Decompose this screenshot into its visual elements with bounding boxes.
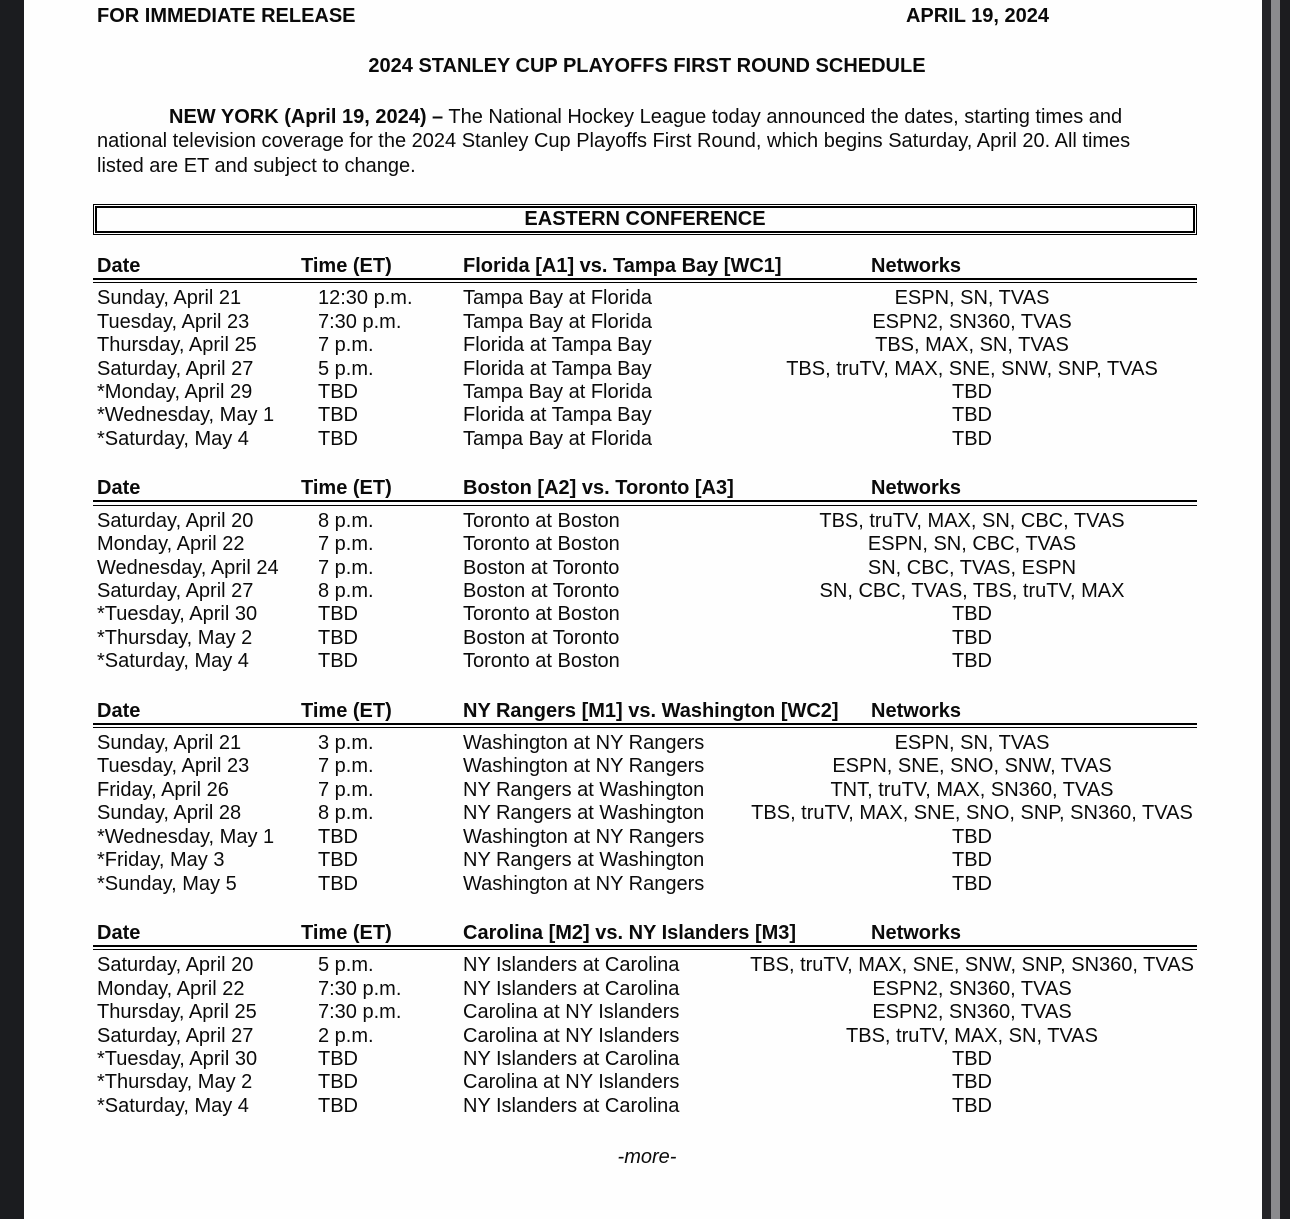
game-matchup-cell: Florida at Tampa Bay [463,404,652,427]
game-time-cell: TBD [318,427,358,450]
table-header-row [97,923,1262,944]
table-header-row [97,478,1262,499]
game-networks-cell: ESPN2, SN360, TVAS [872,1001,1072,1024]
game-networks-cell: TBS, MAX, SN, TVAS [875,334,1069,357]
game-date-cell: *Thursday, May 2 [97,1071,253,1094]
game-time-cell: TBD [318,381,358,404]
table-row [97,1001,1262,1024]
scrollbar-thumb[interactable] [1271,0,1280,1219]
schedule-tables [97,256,1262,1118]
game-matchup-cell: Carolina at NY Islanders [463,1024,680,1047]
scrollbar-track[interactable] [1262,0,1290,1219]
game-time-cell: 7 p.m. [318,556,374,579]
game-networks-cell: TBS, truTV, MAX, SN, TVAS [846,1024,1098,1047]
game-time-cell: 12:30 p.m. [318,287,413,310]
game-matchup-cell: Florida at Tampa Bay [463,334,652,357]
matchup-column-header: Carolina [M2] vs. NY Islanders [M3] [463,921,797,944]
game-matchup-cell: Boston at Toronto [463,556,620,579]
game-networks-cell: TBS, truTV, MAX, SNE, SNW, SNP, SN360, TVAS [750,954,1194,977]
game-date-cell: *Thursday, May 2 [97,626,253,649]
game-date-cell: Sunday, April 21 [97,287,242,310]
schedule-table [97,923,1262,1118]
game-time-cell: TBD [318,825,358,848]
game-date-cell: *Saturday, May 4 [97,1094,249,1117]
game-networks-cell: TBD [952,1094,992,1117]
conference-header-label: EASTERN CONFERENCE [95,206,1195,233]
table-row [97,533,1262,556]
game-date-cell: Saturday, April 20 [97,509,254,532]
game-date-cell: Saturday, April 20 [97,954,254,977]
table-row [97,802,1262,825]
table-row [97,428,1262,451]
header-double-rule [93,278,1197,284]
header-double-rule [93,945,1197,951]
table-row [97,826,1262,849]
networks-column-header: Networks [871,254,962,277]
game-matchup-cell: Tampa Bay at Florida [463,381,652,404]
networks-column-header: Networks [871,921,962,944]
game-networks-cell: TNT, truTV, MAX, SN360, TVAS [830,778,1114,801]
game-matchup-cell: Florida at Tampa Bay [463,357,652,380]
game-matchup-cell: Tampa Bay at Florida [463,310,652,333]
table-row [97,873,1262,896]
game-networks-cell: TBD [952,626,992,649]
game-time-cell: TBD [318,626,358,649]
table-row [97,404,1262,427]
scrollbar-gutter [1262,0,1271,1219]
game-matchup-cell: Boston at Toronto [463,626,620,649]
game-matchup-cell: Washington at NY Rangers [463,732,705,755]
game-time-cell: TBD [318,1048,358,1071]
table-row [97,1025,1262,1048]
game-networks-cell: TBD [952,849,992,872]
game-networks-cell: TBD [952,381,992,404]
game-matchup-cell: NY Islanders at Carolina [463,977,680,1000]
game-networks-cell: TBD [952,1071,992,1094]
table-row [97,311,1262,334]
game-matchup-cell: Carolina at NY Islanders [463,1001,680,1024]
game-networks-cell: TBD [952,427,992,450]
left-backdrop [0,0,24,1219]
game-networks-cell: ESPN, SN, TVAS [894,732,1050,755]
game-date-cell: *Tuesday, April 30 [97,603,258,626]
game-networks-cell: SN, CBC, TVAS, ESPN [867,556,1077,579]
right-backdrop [1280,0,1290,1219]
game-date-cell: *Friday, May 3 [97,849,225,872]
game-matchup-cell: Washington at NY Rangers [463,755,705,778]
game-date-cell: *Monday, April 29 [97,381,253,404]
time-column-header: Time (ET) [301,699,392,722]
game-date-cell: *Wednesday, May 1 [97,825,275,848]
game-matchup-cell: Toronto at Boston [463,650,620,673]
game-time-cell: TBD [318,1094,358,1117]
game-time-cell: 8 p.m. [318,579,374,602]
matchup-column-header: NY Rangers [M1] vs. Washington [WC2] [463,699,839,722]
intro-body: The National Hockey League today announced the dates, starting times and national television coverage for the 2024 Stanley Cup Playoffs First Round, which begins Saturday, April 20. All times listed are ET and subject to change. [97,106,1131,177]
table-row [97,954,1262,977]
game-matchup-cell: Toronto at Boston [463,603,620,626]
table-row [97,358,1262,381]
date-column-header: Date [97,254,141,277]
game-matchup-cell: Tampa Bay at Florida [463,287,652,310]
game-matchup-cell: Tampa Bay at Florida [463,427,652,450]
game-matchup-cell: Toronto at Boston [463,509,620,532]
header-double-rule [93,500,1197,506]
schedule-table [97,256,1262,451]
table-header-row [97,256,1262,277]
game-time-cell: 7 p.m. [318,533,374,556]
date-column-header: Date [97,921,141,944]
table-row [97,510,1262,533]
game-matchup-cell: Toronto at Boston [463,533,620,556]
table-row [97,779,1262,802]
game-matchup-cell: Washington at NY Rangers [463,872,705,895]
table-row [97,603,1262,626]
page-title: 2024 STANLEY CUP PLAYOFFS FIRST ROUND SCHEDULE [368,55,926,77]
masthead [97,4,1197,28]
table-header-row [97,701,1262,722]
game-date-cell: Sunday, April 21 [97,732,242,755]
game-matchup-cell: NY Rangers at Washington [463,802,705,825]
game-networks-cell: TBD [952,650,992,673]
game-matchup-cell: NY Islanders at Carolina [463,1048,680,1071]
game-date-cell: Sunday, April 28 [97,802,242,825]
game-matchup-cell: Boston at Toronto [463,579,620,602]
networks-column-header: Networks [871,477,962,500]
game-time-cell: 5 p.m. [318,954,374,977]
game-networks-cell: ESPN2, SN360, TVAS [872,310,1072,333]
game-matchup-cell: NY Rangers at Washington [463,849,705,872]
game-networks-cell: ESPN, SN, TVAS [894,287,1050,310]
table-row [97,627,1262,650]
game-networks-cell: ESPN, SN, CBC, TVAS [867,533,1077,556]
game-networks-cell: TBS, truTV, MAX, SN, CBC, TVAS [819,509,1125,532]
game-time-cell: TBD [318,849,358,872]
game-date-cell: Saturday, April 27 [97,1024,254,1047]
game-networks-cell: TBD [952,825,992,848]
networks-column-header: Networks [871,699,962,722]
game-date-cell: Saturday, April 27 [97,579,254,602]
game-date-cell: *Tuesday, April 30 [97,1048,258,1071]
game-time-cell: 7:30 p.m. [318,977,402,1000]
table-row [97,1095,1262,1118]
game-date-cell: *Wednesday, May 1 [97,404,275,427]
table-row [97,1048,1262,1071]
more-footer: -more- [617,1146,677,1169]
game-date-cell: Thursday, April 25 [97,1001,257,1024]
table-row [97,557,1262,580]
game-date-cell: Saturday, April 27 [97,357,254,380]
game-time-cell: 8 p.m. [318,509,374,532]
game-time-cell: TBD [318,1071,358,1094]
game-networks-cell: TBS, truTV, MAX, SNE, SNO, SNP, SN360, TVAS [751,802,1193,825]
game-date-cell: *Sunday, May 5 [97,872,237,895]
time-column-header: Time (ET) [301,477,392,500]
game-date-cell: Monday, April 22 [97,533,245,556]
press-release-page [24,0,1262,1219]
table-row [97,732,1262,755]
game-matchup-cell: Washington at NY Rangers [463,825,705,848]
table-row [97,978,1262,1001]
release-date: APRIL 19, 2024 [905,5,1049,27]
date-column-header: Date [97,699,141,722]
game-time-cell: TBD [318,872,358,895]
game-matchup-cell: NY Islanders at Carolina [463,954,680,977]
game-matchup-cell: NY Islanders at Carolina [463,1094,680,1117]
table-row [97,1071,1262,1094]
date-column-header: Date [97,477,141,500]
game-date-cell: Monday, April 22 [97,977,245,1000]
game-networks-cell: TBS, truTV, MAX, SNE, SNW, SNP, TVAS [786,357,1158,380]
table-row [97,580,1262,603]
table-row [97,334,1262,357]
game-time-cell: 8 p.m. [318,802,374,825]
game-time-cell: 2 p.m. [318,1024,374,1047]
matchup-column-header: Boston [A2] vs. Toronto [A3] [463,477,734,500]
conference-header-box [93,204,1197,235]
game-networks-cell: TBD [952,872,992,895]
game-time-cell: 7:30 p.m. [318,1001,402,1024]
matchup-column-header: Florida [A1] vs. Tampa Bay [WC1] [463,254,782,277]
game-matchup-cell: Carolina at NY Islanders [463,1071,680,1094]
game-networks-cell: TBD [952,404,992,427]
game-time-cell: 5 p.m. [318,357,374,380]
game-date-cell: *Saturday, May 4 [97,650,249,673]
table-row [97,849,1262,872]
game-time-cell: 7 p.m. [318,755,374,778]
intro-dateline: NEW YORK (April 19, 2024) – [169,106,444,128]
game-date-cell: Friday, April 26 [97,778,229,801]
game-networks-cell: TBD [952,603,992,626]
game-matchup-cell: NY Rangers at Washington [463,778,705,801]
game-time-cell: TBD [318,603,358,626]
game-time-cell: TBD [318,404,358,427]
game-networks-cell: SN, CBC, TVAS, TBS, truTV, MAX [819,579,1125,602]
table-row [97,755,1262,778]
game-networks-cell: ESPN2, SN360, TVAS [872,977,1072,1000]
game-networks-cell: TBD [952,1048,992,1071]
schedule-table [97,478,1262,673]
game-time-cell: 7 p.m. [318,334,374,357]
release-label: FOR IMMEDIATE RELEASE [97,5,356,27]
game-date-cell: Thursday, April 25 [97,334,257,357]
game-time-cell: 7:30 p.m. [318,310,402,333]
game-time-cell: 3 p.m. [318,732,374,755]
header-double-rule [93,723,1197,729]
table-row [97,287,1262,310]
intro-paragraph [97,105,1159,178]
game-time-cell: 7 p.m. [318,778,374,801]
game-date-cell: *Saturday, May 4 [97,427,249,450]
game-date-cell: Wednesday, April 24 [97,556,279,579]
game-date-cell: Tuesday, April 23 [97,310,250,333]
game-networks-cell: ESPN, SNE, SNO, SNW, TVAS [832,755,1112,778]
time-column-header: Time (ET) [301,254,392,277]
schedule-table [97,701,1262,896]
table-row [97,650,1262,673]
time-column-header: Time (ET) [301,921,392,944]
game-date-cell: Tuesday, April 23 [97,755,250,778]
game-time-cell: TBD [318,650,358,673]
table-row [97,381,1262,404]
